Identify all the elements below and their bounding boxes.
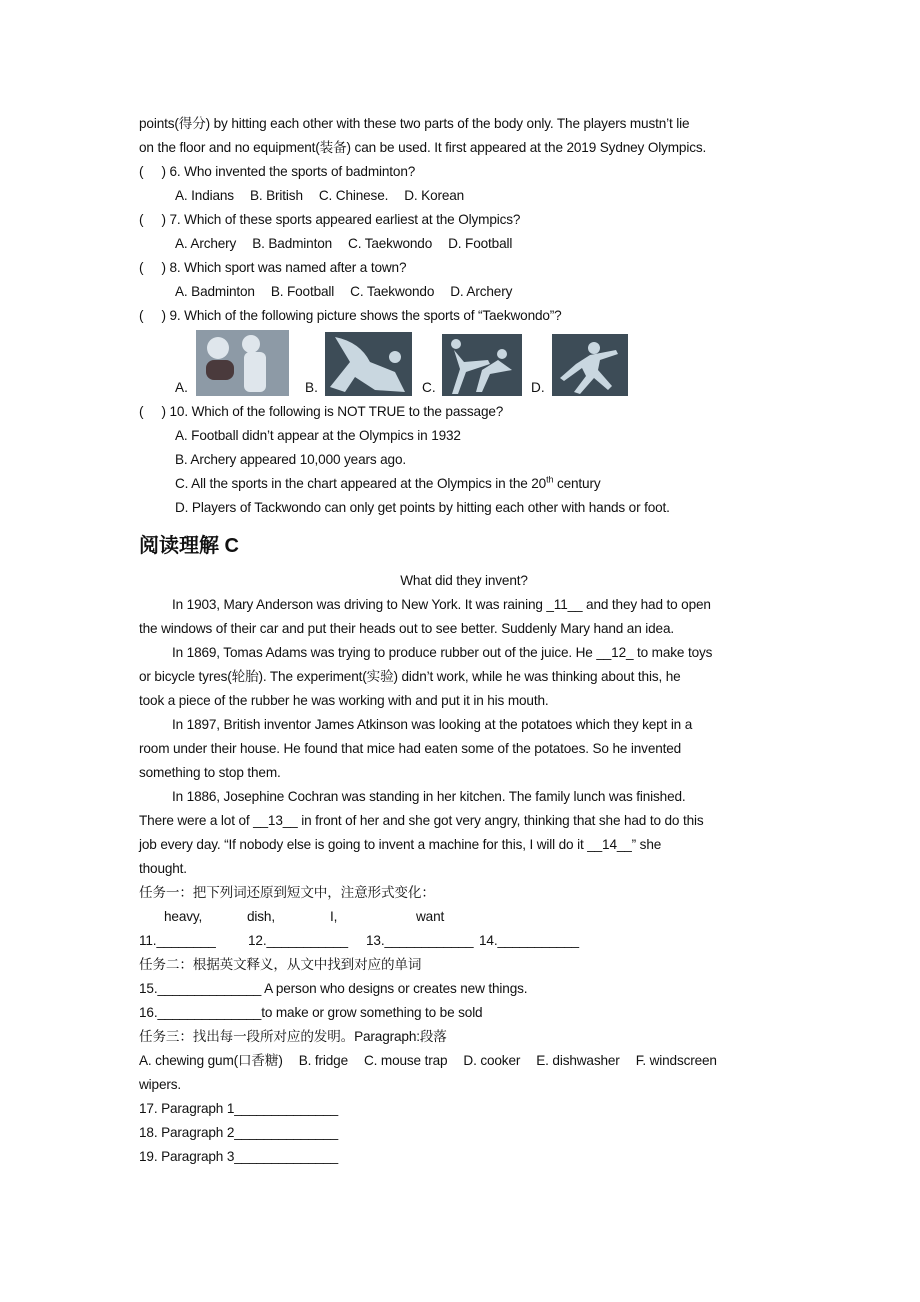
task3-item-18[interactable]: 18. Paragraph 2______________ xyxy=(139,1125,338,1140)
worksheet-page xyxy=(139,112,789,1169)
option: B. Football xyxy=(270,284,335,299)
taekwondo-picture xyxy=(442,334,522,396)
word: want xyxy=(416,909,445,924)
task1-words xyxy=(139,905,789,929)
word: dish, xyxy=(247,909,275,924)
passage-line: job every day. “If nobody else is going to invent a machine for this, I will do it __14__” she xyxy=(139,837,662,852)
question-7-options xyxy=(139,232,789,256)
question-8-options xyxy=(139,280,789,304)
option-text: C. All the sports in the chart appeared at the Olympics in the 20 xyxy=(175,476,547,491)
passage-line: room under their house. He found that mice had eaten some of the potatoes. So he invented xyxy=(139,741,682,756)
passage-line: something to stop them. xyxy=(139,765,281,780)
task3-options-cont: wipers. xyxy=(139,1077,182,1092)
option: D. Archery xyxy=(450,284,513,299)
task3-title: 任务三：找出每一段所对应的发明。Paragraph:段落 xyxy=(139,1029,447,1044)
option: B. fridge xyxy=(298,1053,348,1068)
blank-11[interactable]: 11.________ xyxy=(139,933,216,948)
option: A. chewing gum(口香糖) xyxy=(139,1053,283,1068)
passage-line: There were a lot of __13__ in front of her and she got very angry, thinking that she had to do this xyxy=(139,813,704,828)
option: C. Taekwondo xyxy=(348,236,433,251)
picture-label-b: B. xyxy=(305,380,318,395)
option-text: century xyxy=(553,476,601,491)
section-heading: 阅读理解 C xyxy=(139,535,239,557)
option: A. Badminton xyxy=(175,284,255,299)
question-9: ( ) 9. Which of the following picture shows the sports of “Taekwondo”? xyxy=(139,308,562,323)
question-7: ( ) 7. Which of these sports appeared earliest at the Olympics? xyxy=(139,212,521,227)
judo-picture xyxy=(325,332,412,396)
option: C. Taekwondo xyxy=(350,284,435,299)
blank-12[interactable]: 12.___________ xyxy=(248,933,348,948)
question-6: ( ) 6. Who invented the sports of badminton? xyxy=(139,164,416,179)
task2-item-16[interactable]: 16.______________to make or grow something to be sold xyxy=(139,1005,483,1020)
question-10: ( ) 10. Which of the following is NOT TRUE to the passage? xyxy=(139,404,504,419)
option: B. Badminton xyxy=(252,236,333,251)
option: D. Korean xyxy=(404,188,465,203)
blank-14[interactable]: 14.___________ xyxy=(479,933,579,948)
task3-item-17[interactable]: 17. Paragraph 1______________ xyxy=(139,1101,338,1116)
passage-line: took a piece of the rubber he was working with and put it in his mouth. xyxy=(139,693,549,708)
picture-label-c: C. xyxy=(422,380,436,395)
passage-title: What did they invent? xyxy=(400,573,528,588)
task2-title: 任务二：根据英文释义，从文中找到对应的单词 xyxy=(139,957,422,972)
boxing-picture xyxy=(196,330,289,396)
option: A. Archery xyxy=(175,236,237,251)
option: C. mouse trap xyxy=(363,1053,448,1068)
task2-item-15[interactable]: 15.______________ A person who designs or creates new things. xyxy=(139,981,528,996)
passage-line: thought. xyxy=(139,861,187,876)
passage-line: In 1897, British inventor James Atkinson was looking at the potatoes which they kept in a xyxy=(172,717,693,732)
task3-item-19[interactable]: 19. Paragraph 3______________ xyxy=(139,1149,338,1164)
option xyxy=(139,472,789,496)
task3-options xyxy=(139,1049,789,1073)
passage-line: In 1903, Mary Anderson was driving to New York. It was raining _11__ and they had to open xyxy=(172,597,711,612)
option: C. Chinese. xyxy=(318,188,389,203)
picture-label-d: D. xyxy=(531,380,545,395)
question-9-pictures xyxy=(139,328,789,400)
passage-line: or bicycle tyres(轮胎). The experiment(实验) didn’t work, while he was thinking about this, he xyxy=(139,669,681,684)
option: B. British xyxy=(249,188,303,203)
task1-blanks xyxy=(139,929,789,953)
option: F. windscreen xyxy=(635,1053,717,1068)
fencing-picture xyxy=(552,334,628,396)
blank-13[interactable]: 13.____________ xyxy=(366,933,474,948)
intro-line: on the floor and no equipment(装备) can be used. It first appeared at the 2019 Sydney Olympics. xyxy=(139,140,707,155)
passage-line: In 1886, Josephine Cochran was standing in her kitchen. The family lunch was finished. xyxy=(172,789,686,804)
task1-title: 任务一：把下列词还原到短文中，注意形式变化： xyxy=(139,885,435,900)
option: D. Football xyxy=(448,236,513,251)
option: A. Football didn’t appear at the Olympics in 1932 xyxy=(175,428,461,443)
passage-line: the windows of their car and put their heads out to see better. Suddenly Mary hand an idea. xyxy=(139,621,674,636)
picture-label-a: A. xyxy=(175,380,188,395)
intro-line: points(得分) by hitting each other with these two parts of the body only. The players mustn’t lie xyxy=(139,116,690,131)
question-8: ( ) 8. Which sport was named after a town? xyxy=(139,260,407,275)
passage-line: In 1869, Tomas Adams was trying to produce rubber out of the juice. He __12_ to make toys xyxy=(172,645,713,660)
option: E. dishwasher xyxy=(536,1053,620,1068)
superscript: th xyxy=(546,474,554,485)
option: D. cooker xyxy=(463,1053,521,1068)
question-6-options xyxy=(139,184,789,208)
option: B. Archery appeared 10,000 years ago. xyxy=(175,452,406,467)
option: D. Players of Tackwondo can only get points by hitting each other with hands or foot. xyxy=(175,500,670,515)
option: A. Indians xyxy=(175,188,234,203)
word: heavy, xyxy=(164,909,203,924)
word: I, xyxy=(330,909,338,924)
